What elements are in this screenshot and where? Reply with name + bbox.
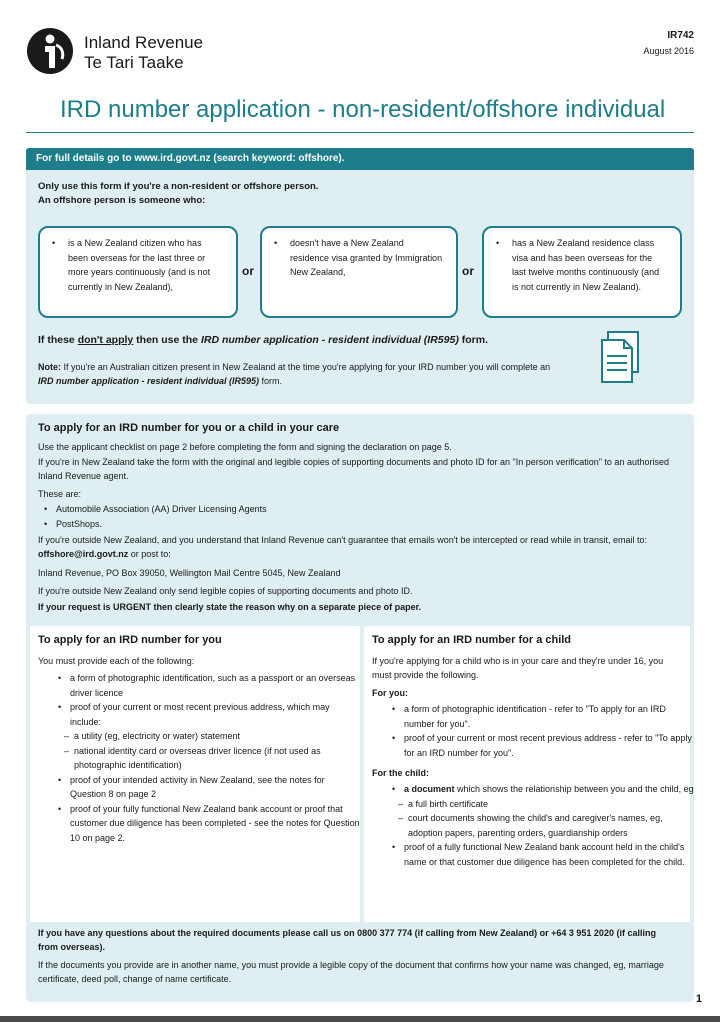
criteria-text-3: has a New Zealand residence class visa and has been overseas for the last twelve months continuously (and is not currently in New Zealand).: [512, 238, 660, 292]
apply-in-nz-line: If you're in New Zealand take the form with the original and legible copies of supporting documents and photo ID for an "In person verification" to an authorised Inland Revenue agent.: [38, 457, 669, 481]
urgent-line: If your request is URGENT then clearly state the reason why on a separate piece of paper.: [38, 602, 422, 612]
for-child-relationship-doc: • a document which shows the relationship between you and the child, eg – a full birth certificate – court documents showing the child's and caregiver's names, eg, adoption papers, parenting orders, guardianship orders: [404, 782, 694, 840]
criteria-box-2: • doesn't have a New Zealand residence visa granted by Immigration New Zealand,: [260, 226, 458, 318]
apply-for-you-intro: You must provide each of the following:: [38, 656, 195, 666]
you-item-activity: • proof of your intended activity in New Zealand, see the notes for Question 8 on page 2: [70, 773, 360, 802]
for-you-list: [388, 702, 694, 760]
criteria-box-1: • is a New Zealand citizen who has been overseas for the last three or more years continuously (and is not currently in New Zealand),: [38, 226, 238, 318]
offshore-definition-line: An offshore person is someone who:: [38, 195, 206, 206]
org-name: Inland Revenue: [84, 33, 204, 52]
name-change-line: If the documents you provide are in another name, you must provide a legible copy of the document that confirms how your name was changed, eg, marriage certificate, deed poll, change of name certificate.: [38, 960, 664, 984]
postal-address: Inland Revenue, PO Box 39050, Wellington Mail Centre 5045, New Zealand: [38, 568, 341, 578]
australian-note: Note: If you're an Australian citizen present in New Zealand at the time you're applying for your IRD number you will complete an IRD number application - resident individual (IR595) form.: [38, 362, 551, 386]
agents-list: [40, 502, 656, 531]
full-details-band: For full details go to www.ird.govt.nz (search keyword: offshore).: [26, 148, 694, 170]
apply-heading: To apply for an IRD number for you or a child in your care: [38, 422, 340, 434]
inland-revenue-logo-icon: [26, 27, 74, 75]
criteria-text-2: doesn't have a New Zealand residence visa granted by Immigration New Zealand,: [290, 238, 443, 277]
title-rule: [26, 132, 694, 133]
address-sub-utility: – a utility (eg, electricity or water) statement: [74, 729, 360, 744]
or-label-1: or: [242, 264, 254, 278]
outside-nz-copies-line: If you're outside New Zealand only send legible copies of supporting documents and photo ID.: [38, 586, 413, 596]
address-sublist: [60, 729, 360, 773]
these-are-label: These are:: [38, 489, 82, 499]
relationship-birth-cert: – a full birth certificate: [408, 797, 694, 812]
agent-aa: • Automobile Association (AA) Driver Licensing Agents: [56, 502, 656, 517]
bottom-edge: [0, 1016, 720, 1022]
offshore-only-line: Only use this form if you're a non-resident or offshore person.: [38, 181, 319, 192]
for-you-photo-id: • a form of photographic identification - refer to "To apply for an IRD number for you".: [404, 702, 694, 731]
agent-postshops: • PostShops.: [56, 517, 656, 532]
criteria-text-1: is a New Zealand citizen who has been overseas for the last three or more years continuously (and is not currently in New Zealand),: [68, 238, 211, 292]
org-maori-name: Te Tari Taake: [84, 53, 184, 72]
criteria-box-3: • has a New Zealand residence class visa and has been overseas for the last twelve months continuously (and is not currently in New Zealand).: [482, 226, 682, 318]
for-child-list: [388, 782, 694, 869]
apply-for-child-intro: If you're applying for a child who is in your care and they're under 16, you must provide the following.: [372, 656, 664, 680]
dont-apply-line: If these don't apply then use the IRD number application - resident individual (IR595) form.: [38, 334, 488, 346]
you-item-bank: • proof of your fully functional New Zealand bank account or proof that customer due diligence has been completed - see the notes for Question 10 on page 2.: [70, 802, 360, 846]
form-date: August 2016: [643, 46, 694, 56]
for-child-label: For the child:: [372, 768, 429, 778]
you-item-address: • proof of your current or most recent previous address, which may include: – a utility (eg, electricity or water) statement – national identity card or overseas driver licence (if not used as photographic identification): [70, 700, 360, 773]
for-you-address: • proof of your current or most recent previous address - refer to "To apply for an IRD number for you".: [404, 731, 694, 760]
apply-checklist-line: Use the applicant checklist on page 2 before completing the form and signing the declaration on page 5.: [38, 442, 452, 452]
or-label-2: or: [462, 264, 474, 278]
relationship-court-docs: – court documents showing the child's and caregiver's names, eg, adoption papers, parenting orders, guardianship orders: [408, 811, 694, 840]
outside-nz-email-line: If you're outside New Zealand, and you understand that Inland Revenue can't guarantee that emails won't be intercepted or read while in transit, email to: offshore@ird.govt.nz or post to:: [38, 535, 648, 559]
form-code: IR742: [667, 30, 694, 41]
address-sub-id-card: – national identity card or overseas driver licence (if not used as photographic identification): [74, 744, 360, 773]
apply-for-you-heading: To apply for an IRD number for you: [38, 634, 222, 646]
page-number: 1: [695, 993, 702, 1005]
for-child-bank: • proof of a fully functional New Zealand bank account held in the child's name or that customer due diligence has been completed for the child.: [404, 840, 694, 869]
apply-for-you-list: [54, 671, 360, 845]
apply-for-child-heading: To apply for an IRD number for a child: [372, 634, 572, 646]
document-icon: [598, 330, 642, 386]
you-item-photo-id: • a form of photographic identification, such as a passport or an overseas driver licence: [70, 671, 360, 700]
relationship-doc-sublist: [394, 797, 694, 841]
for-you-label: For you:: [372, 688, 408, 698]
offshore-email-link[interactable]: offshore@ird.govt.nz: [38, 549, 129, 559]
questions-contact-line: If you have any questions about the required documents please call us on 0800 377 774 (if calling from New Zealand) or +64 3 951 2020 (if calling from overseas).: [38, 928, 656, 952]
page-title: IRD number application - non-resident/offshore individual: [60, 96, 666, 123]
